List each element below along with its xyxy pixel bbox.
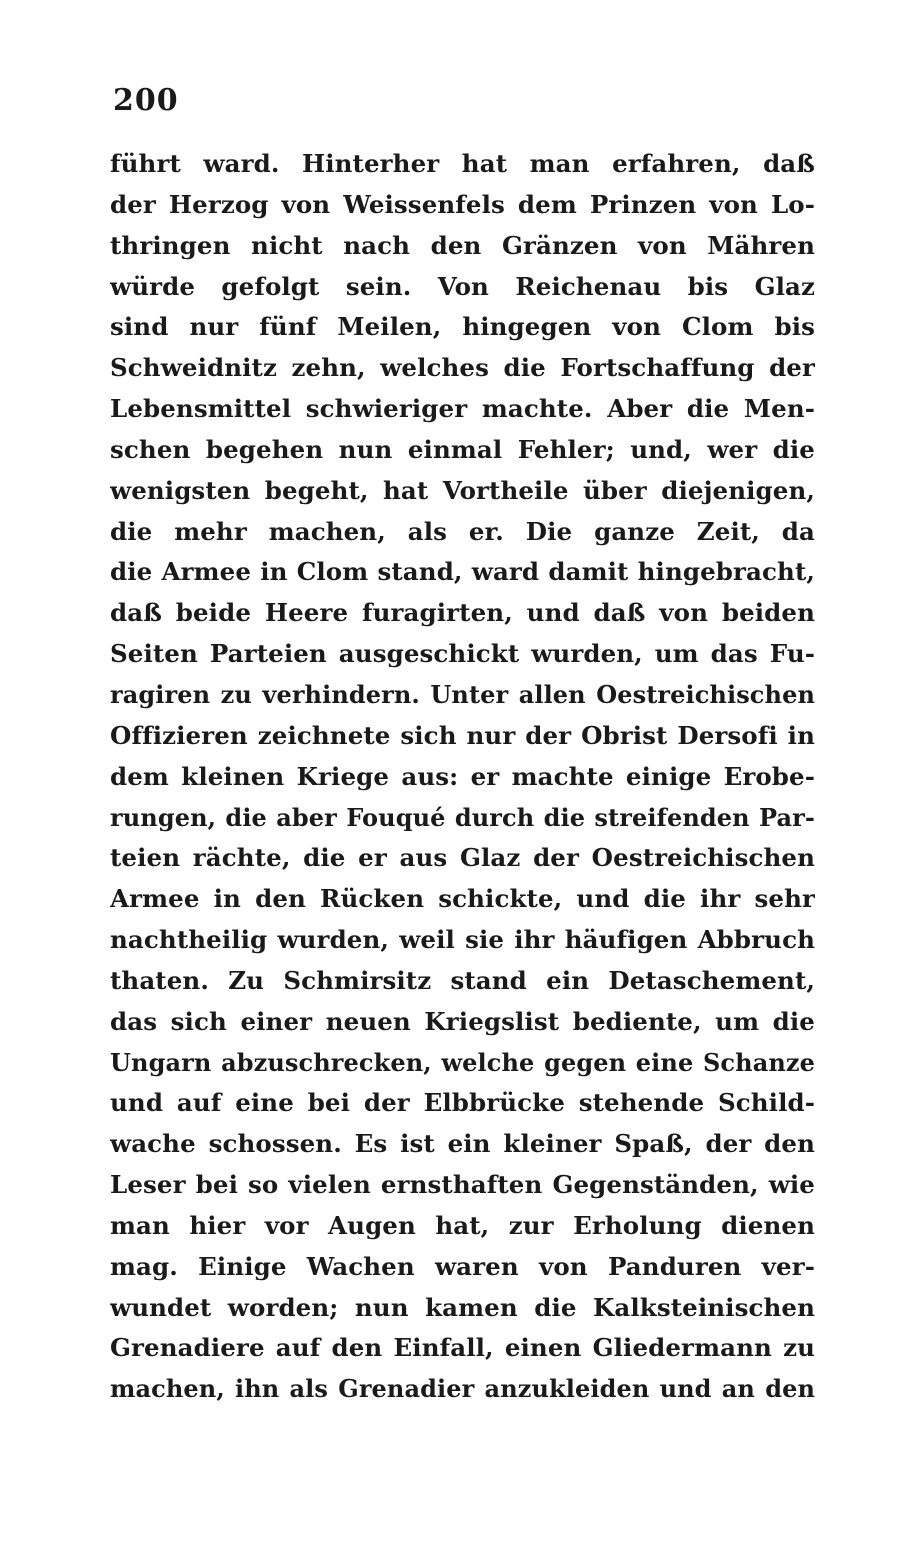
text-line: man hier vor Augen hat, zur Erholung dienen (110, 1210, 815, 1240)
text-line: die mehr machen, als er. Die ganze Zeit, da (110, 516, 815, 546)
text-line: schen begehen nun einmal Fehler; und, wer die (110, 434, 815, 464)
text-line: Leser bei so vielen ernsthaften Gegenständen, wie (110, 1170, 815, 1200)
text-line: nachtheilig wurden, weil sie ihr häufigen Abbruch (110, 925, 815, 955)
text-line: Lebensmittel schwieriger machte. Aber die Men- (110, 394, 815, 424)
text-line: Armee in den Rücken schickte, und die ihr sehr (110, 884, 815, 914)
text-line: und auf eine bei der Elbbrücke stehende Schild- (110, 1088, 815, 1118)
body-text (110, 144, 815, 1410)
text-line: Schweidnitz zehn, welches die Fortschaffung der (110, 353, 815, 383)
text-line: wenigsten begeht, hat Vortheile über diejenigen, (110, 475, 815, 505)
text-line: sind nur fünf Meilen, hingegen von Clom bis (110, 312, 815, 342)
text-line: würde gefolgt sein. Von Reichenau bis Glaz (110, 271, 815, 301)
text-line: wache schossen. Es ist ein kleiner Spaß, der den (110, 1129, 815, 1159)
text-line: Ungarn abzuschrecken, welche gegen eine Schanze (110, 1047, 815, 1077)
text-line: machen, ihn als Grenadier anzukleiden und an den (110, 1374, 815, 1404)
text-line: thringen nicht nach den Gränzen von Mähren (110, 230, 815, 260)
text-line: das sich einer neuen Kriegslist bediente, um die (110, 1006, 815, 1036)
text-line: wundet worden; nun kamen die Kalksteinischen (110, 1292, 815, 1322)
text-line: dem kleinen Kriege aus: er machte einige Erobe- (110, 761, 815, 791)
text-line: führt ward. Hinterher hat man erfahren, daß (110, 149, 815, 178)
text-line: thaten. Zu Schmirsitz stand ein Detaschement, (110, 965, 815, 995)
text-line: Seiten Parteien ausgeschickt wurden, um das Fu- (110, 639, 815, 669)
text-line: teien rächte, die er aus Glaz der Oestreichischen (110, 843, 815, 873)
text-line: ragiren zu verhindern. Unter allen Oestreichischen (110, 679, 815, 709)
page-number: 200 (113, 83, 179, 118)
text-line: die Armee in Clom stand, ward damit hingebracht, (110, 557, 815, 587)
text-line: daß beide Heere furagirten, und daß von beiden (110, 598, 815, 628)
text-line: der Herzog von Weissenfels dem Prinzen von Lo- (110, 189, 815, 219)
text-line: Grenadiere auf den Einfall, einen Gliedermann zu (110, 1333, 815, 1363)
text-line: rungen, die aber Fouqué durch die streifenden Par- (110, 802, 815, 832)
text-line: mag. Einige Wachen waren von Panduren ver- (110, 1251, 815, 1281)
text-line: Offizieren zeichnete sich nur der Obrist Dersofi in (110, 720, 815, 750)
